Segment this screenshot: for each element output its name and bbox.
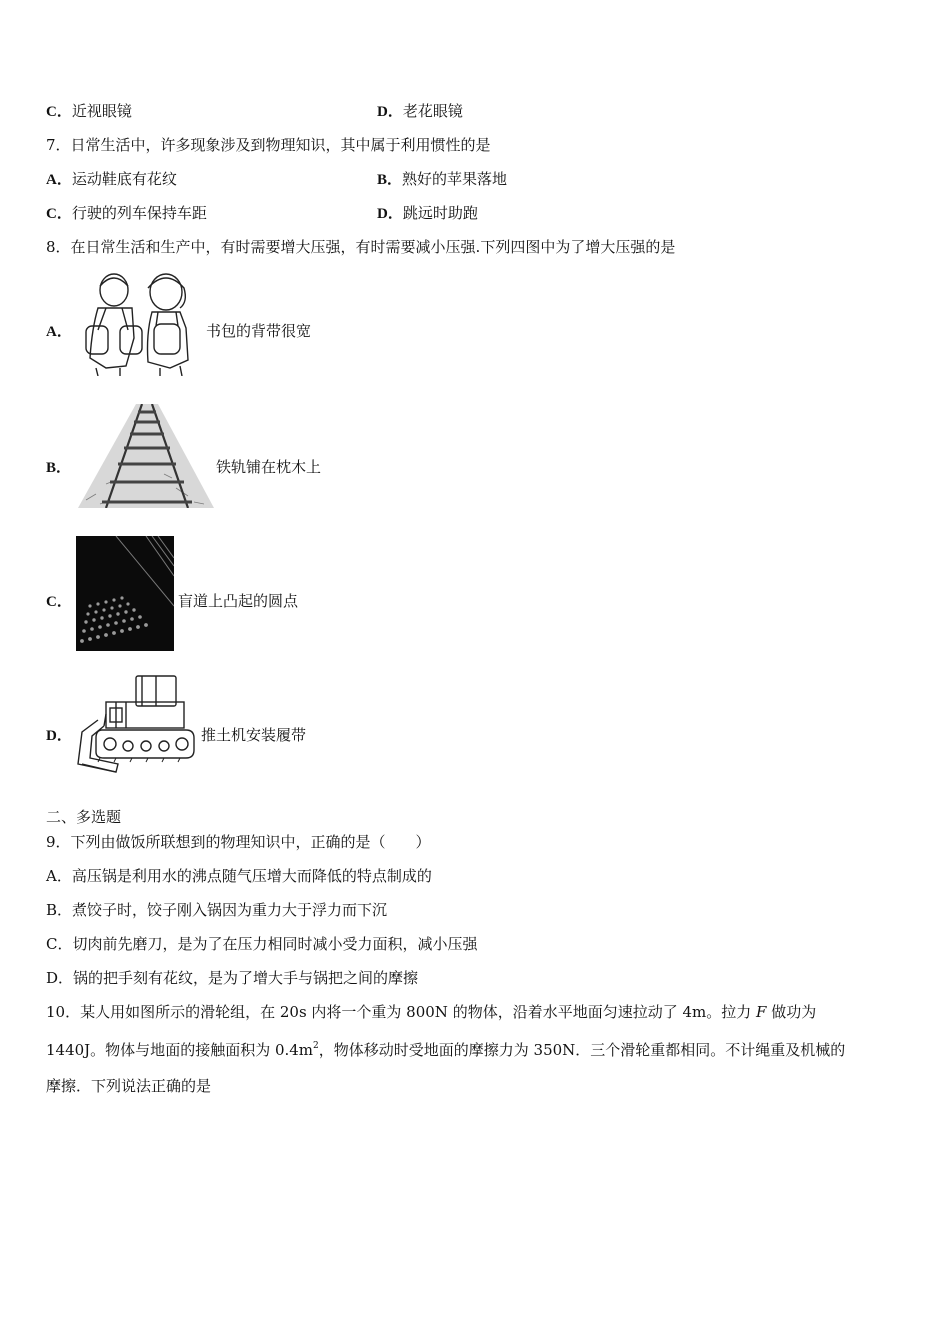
option-caption: 推土机安装履带	[201, 726, 307, 744]
q7-option-a	[46, 169, 177, 190]
section-title: 二、多选题	[46, 808, 122, 826]
q8-option-d	[46, 672, 446, 778]
q7-option-c	[46, 203, 207, 224]
option-text: 行驶的列车保持车距	[71, 204, 207, 222]
option-text: 老花眼镜	[402, 102, 463, 120]
force-variable: F	[756, 1003, 767, 1021]
option-label: A．	[46, 172, 72, 188]
q6-option-c	[46, 101, 132, 122]
q10-text: 做功为	[766, 1003, 817, 1021]
q10-text: ，物体移动时受地面的摩擦力为 350N．三个滑轮重都相同。不计绳重及机械的	[318, 1041, 846, 1059]
option-text: 跳远时助跑	[402, 204, 478, 222]
option-label: D．	[377, 104, 403, 120]
tactile-paving-photo	[76, 536, 174, 651]
option-label: C．	[46, 594, 72, 610]
option-caption: 铁轨铺在枕木上	[216, 458, 322, 476]
option-text: 运动鞋底有花纹	[71, 170, 177, 188]
option-label: C．	[46, 206, 72, 222]
q9-stem: 9．下列由做饭所联想到的物理知识中，正确的是（ ）	[46, 833, 431, 851]
q9-option-b: B．煮饺子时，饺子刚入锅因为重力大于浮力而下沉	[46, 901, 388, 919]
option-caption: 盲道上凸起的圆点	[178, 592, 299, 610]
option-text: 熟好的苹果落地	[402, 170, 508, 188]
option-label: A．	[46, 324, 72, 340]
q10-text: 10．某人用如图所示的滑轮组，在 20s 内将一个重为 800N 的物体，沿着水平地面匀速拉动了 4m。拉力	[46, 1003, 757, 1021]
option-label: B．	[46, 460, 72, 476]
railway-sleepers-photo	[76, 404, 216, 508]
q8-option-c	[46, 536, 446, 652]
q10-stem-line2	[46, 1040, 845, 1060]
q10-stem-line3: 摩擦．下列说法正确的是	[46, 1077, 212, 1095]
q7-stem: 7．日常生活中，许多现象涉及到物理知识，其中属于利用惯性的是	[46, 136, 491, 154]
q7-option-d	[377, 203, 478, 224]
option-label: D．	[46, 728, 72, 744]
q8-stem: 8．在日常生活和生产中，有时需要增大压强，有时需要减小压强.下列四图中为了增大压强的是	[46, 238, 676, 256]
option-label: C．	[46, 104, 72, 120]
q9-option-d: D．锅的把手刻有花纹，是为了增大手与锅把之间的摩擦	[46, 969, 419, 987]
q10-text: 1440J。物体与地面的接触面积为 0.4m	[46, 1041, 314, 1059]
option-label: D．	[377, 206, 403, 222]
q10-stem-line1	[46, 1002, 816, 1022]
children-backpack-illustration	[76, 268, 204, 376]
q8-option-b	[46, 404, 446, 510]
superscript: 2	[313, 1041, 319, 1051]
q6-option-d	[377, 101, 463, 122]
q9-option-c: C．切肉前先磨刀，是为了在压力相同时减小受力面积，减小压强	[46, 935, 478, 953]
q8-option-a	[46, 268, 446, 378]
q9-option-a: A．高压锅是利用水的沸点随气压增大而降低的特点制成的	[46, 867, 432, 885]
option-text: 近视眼镜	[71, 102, 132, 120]
option-caption: 书包的背带很宽	[206, 322, 312, 340]
option-label: B．	[377, 172, 403, 188]
bulldozer-illustration	[76, 672, 200, 776]
q7-option-b	[377, 169, 507, 190]
